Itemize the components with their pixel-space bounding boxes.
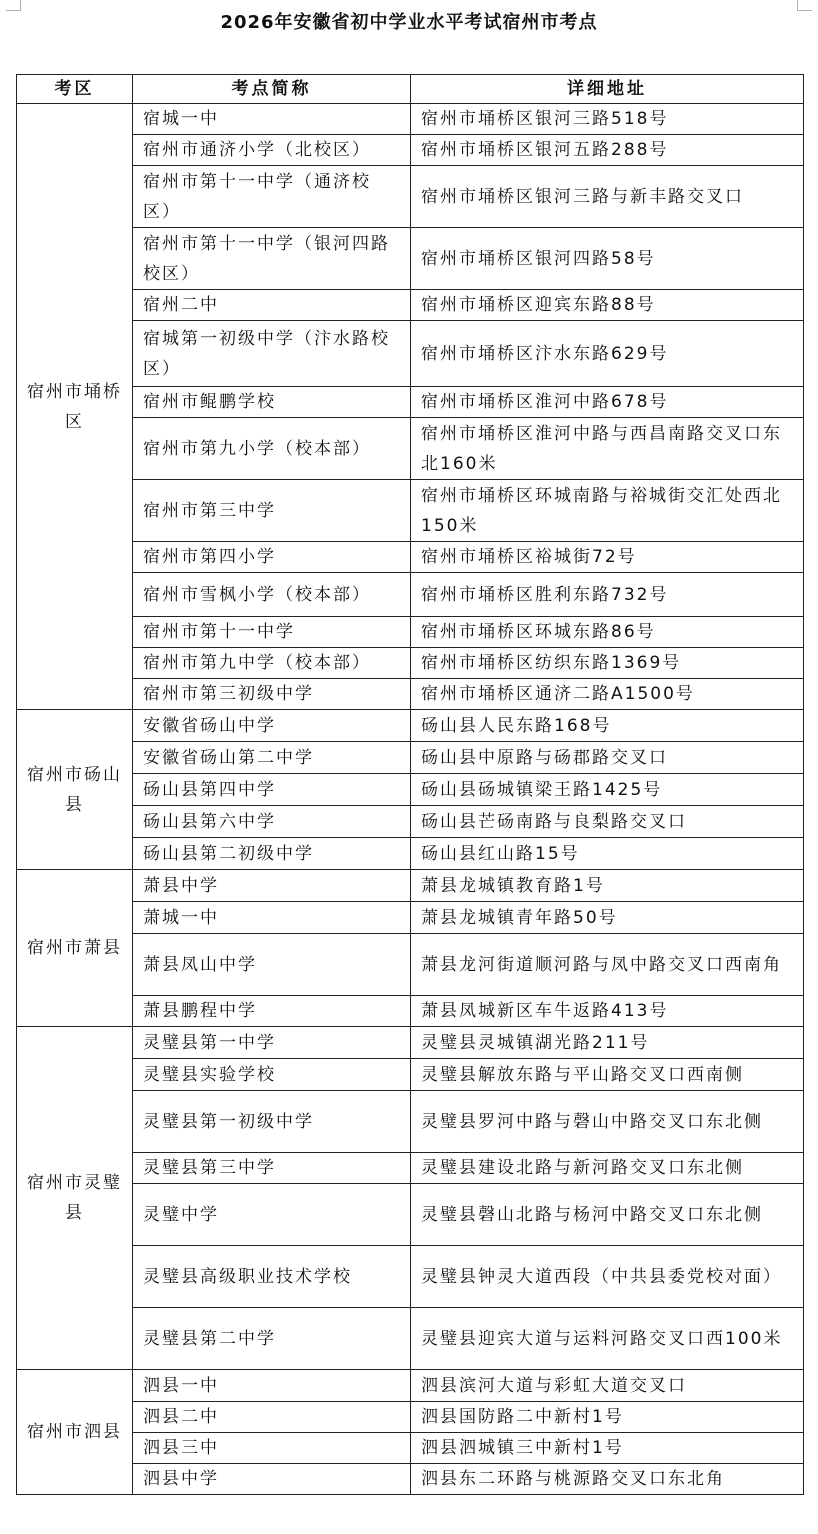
district-cell: 宿州市砀山县 [17, 710, 133, 870]
venue-name-cell: 砀山县第四中学 [133, 774, 411, 806]
table-row [17, 1059, 804, 1091]
venue-address-cell: 砀山县中原路与砀郡路交叉口 [411, 742, 804, 774]
venue-address-cell: 宿州市埇桥区裕城街72号 [411, 542, 804, 573]
venue-name-cell: 泗县三中 [133, 1433, 411, 1464]
table-row [17, 104, 804, 135]
venue-address-cell: 宿州市埇桥区环城南路与裕城街交汇处西北150米 [411, 480, 804, 542]
table-row [17, 870, 804, 902]
district-cell: 宿州市埇桥区 [17, 104, 133, 710]
venue-address-cell: 萧县凤城新区车牛返路413号 [411, 996, 804, 1027]
venue-name-cell: 泗县二中 [133, 1402, 411, 1433]
column-header-district: 考区 [17, 75, 133, 104]
venue-address-cell: 砀山县人民东路168号 [411, 710, 804, 742]
table-row [17, 1246, 804, 1308]
venue-name-cell: 灵璧县第二中学 [133, 1308, 411, 1370]
table-row [17, 1308, 804, 1370]
table-row [17, 806, 804, 838]
table-row [17, 387, 804, 418]
venue-name-cell: 宿州市第九中学（校本部） [133, 648, 411, 679]
exam-venue-table [16, 74, 804, 1495]
venue-address-cell: 宿州市埇桥区纺织东路1369号 [411, 648, 804, 679]
table-header-row [17, 75, 804, 104]
venue-address-cell: 萧县龙河街道顺河路与凤中路交叉口西南角 [411, 934, 804, 996]
table-row [17, 418, 804, 480]
venue-address-cell: 宿州市埇桥区胜利东路732号 [411, 573, 804, 617]
table-row [17, 710, 804, 742]
table-row [17, 679, 804, 710]
venue-address-cell: 灵璧县磬山北路与杨河中路交叉口东北侧 [411, 1184, 804, 1246]
venue-name-cell: 灵璧县实验学校 [133, 1059, 411, 1091]
table-row [17, 996, 804, 1027]
table-row [17, 542, 804, 573]
district-cell: 宿州市萧县 [17, 870, 133, 1027]
table-row [17, 1184, 804, 1246]
venue-name-cell: 宿州市第十一中学（银河四路校区） [133, 228, 411, 290]
venue-name-cell: 砀山县第二初级中学 [133, 838, 411, 870]
venue-address-cell: 宿州市埇桥区银河四路58号 [411, 228, 804, 290]
district-cell: 宿州市灵璧县 [17, 1027, 133, 1370]
venue-address-cell: 萧县龙城镇教育路1号 [411, 870, 804, 902]
venue-name-cell: 安徽省砀山中学 [133, 710, 411, 742]
table-row [17, 1091, 804, 1153]
venue-address-cell: 宿州市埇桥区汴水东路629号 [411, 321, 804, 387]
venue-name-cell: 宿州市第十一中学 [133, 617, 411, 648]
venue-name-cell: 灵璧县第一初级中学 [133, 1091, 411, 1153]
venue-address-cell: 砀山县砀城镇梁王路1425号 [411, 774, 804, 806]
venue-address-cell: 宿州市埇桥区迎宾东路88号 [411, 290, 804, 321]
venue-address-cell: 灵璧县建设北路与新河路交叉口东北侧 [411, 1153, 804, 1184]
table-row [17, 480, 804, 542]
venue-name-cell: 宿城一中 [133, 104, 411, 135]
table-row [17, 135, 804, 166]
venue-address-cell: 砀山县芒砀南路与良梨路交叉口 [411, 806, 804, 838]
venue-address-cell: 灵璧县钟灵大道西段（中共县委党校对面） [411, 1246, 804, 1308]
column-header-address: 详细地址 [411, 75, 804, 104]
venue-address-cell: 泗县泗城镇三中新村1号 [411, 1433, 804, 1464]
table-row [17, 902, 804, 934]
table-row [17, 321, 804, 387]
table-row [17, 648, 804, 679]
venue-name-cell: 宿州市通济小学（北校区） [133, 135, 411, 166]
table-row [17, 1370, 804, 1402]
table-body [17, 104, 804, 1495]
venue-name-cell: 宿州市雪枫小学（校本部） [133, 573, 411, 617]
table-row [17, 1153, 804, 1184]
venue-address-cell: 泗县滨河大道与彩虹大道交叉口 [411, 1370, 804, 1402]
venue-address-cell: 砀山县红山路15号 [411, 838, 804, 870]
table-row [17, 617, 804, 648]
venue-address-cell: 宿州市埇桥区环城东路86号 [411, 617, 804, 648]
venue-name-cell: 宿州市第三初级中学 [133, 679, 411, 710]
table-row [17, 573, 804, 617]
venue-name-cell: 萧县中学 [133, 870, 411, 902]
venue-name-cell: 泗县一中 [133, 1370, 411, 1402]
venue-address-cell: 灵璧县解放东路与平山路交叉口西南侧 [411, 1059, 804, 1091]
venue-name-cell: 砀山县第六中学 [133, 806, 411, 838]
venue-address-cell: 宿州市埇桥区银河五路288号 [411, 135, 804, 166]
venue-address-cell: 宿州市埇桥区银河三路与新丰路交叉口 [411, 166, 804, 228]
column-header-venue: 考点简称 [133, 75, 411, 104]
venue-name-cell: 宿州市第三中学 [133, 480, 411, 542]
venue-address-cell: 泗县国防路二中新村1号 [411, 1402, 804, 1433]
table-row [17, 1464, 804, 1495]
venue-name-cell: 宿城第一初级中学（汴水路校区） [133, 321, 411, 387]
table-row [17, 742, 804, 774]
venue-address-cell: 宿州市埇桥区淮河中路与西昌南路交叉口东北160米 [411, 418, 804, 480]
table-row [17, 1433, 804, 1464]
page-title: 2026年安徽省初中学业水平考试宿州市考点 [220, 12, 598, 33]
venue-address-cell: 灵璧县灵城镇湖光路211号 [411, 1027, 804, 1059]
table-row [17, 228, 804, 290]
venue-name-cell: 宿州市鲲鹏学校 [133, 387, 411, 418]
district-cell: 宿州市泗县 [17, 1370, 133, 1495]
venue-address-cell: 泗县东二环路与桃源路交叉口东北角 [411, 1464, 804, 1495]
venue-name-cell: 灵璧县高级职业技术学校 [133, 1246, 411, 1308]
venue-name-cell: 泗县中学 [133, 1464, 411, 1495]
table-row [17, 290, 804, 321]
table-row [17, 774, 804, 806]
table-row [17, 1027, 804, 1059]
table-row [17, 1402, 804, 1433]
venue-name-cell: 安徽省砀山第二中学 [133, 742, 411, 774]
venue-name-cell: 灵璧县第一中学 [133, 1027, 411, 1059]
venue-address-cell: 宿州市埇桥区通济二路A1500号 [411, 679, 804, 710]
venue-name-cell: 宿州市第十一中学（通济校区） [133, 166, 411, 228]
venue-name-cell: 萧城一中 [133, 902, 411, 934]
venue-name-cell: 宿州市第四小学 [133, 542, 411, 573]
venue-address-cell: 萧县龙城镇青年路50号 [411, 902, 804, 934]
venue-address-cell: 宿州市埇桥区淮河中路678号 [411, 387, 804, 418]
venue-name-cell: 灵璧县第三中学 [133, 1153, 411, 1184]
venue-name-cell: 萧县鹏程中学 [133, 996, 411, 1027]
venue-address-cell: 灵璧县迎宾大道与运料河路交叉口西100米 [411, 1308, 804, 1370]
table-row [17, 838, 804, 870]
venue-name-cell: 灵璧中学 [133, 1184, 411, 1246]
venue-name-cell: 萧县凤山中学 [133, 934, 411, 996]
venue-name-cell: 宿州二中 [133, 290, 411, 321]
table-row [17, 934, 804, 996]
table-row [17, 166, 804, 228]
venue-address-cell: 宿州市埇桥区银河三路518号 [411, 104, 804, 135]
venue-name-cell: 宿州市第九小学（校本部） [133, 418, 411, 480]
venue-address-cell: 灵璧县罗河中路与磬山中路交叉口东北侧 [411, 1091, 804, 1153]
